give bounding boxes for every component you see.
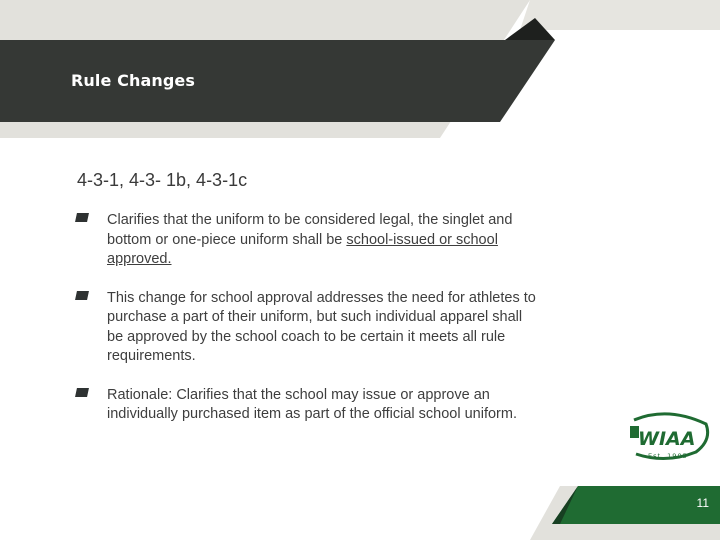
wiaa-logo [626,412,710,462]
list-item [76,386,536,425]
bullet-text: Clarifies that the uniform to be considered legal, the singlet and bottom or one-piece uniform shall be school-issued or school approved. [107,212,513,267]
bullet-marker-icon [75,213,89,222]
slide-title: Rule Changes [71,71,195,90]
svg-text:Est. 1905: Est. 1905 [648,452,688,460]
underlined-text: school-issued or school approved. [107,231,498,267]
top-right-gray-wedge [520,0,720,30]
list-item [76,211,536,270]
page-number: 11 [696,496,709,510]
svg-text:WIAA: WIAA [638,428,696,450]
bullet-text: This change for school approval addresses the need for athletes to purchase a part of their uniform, but such individual apparel shall be approved by the school coach to be certain it meets all rule requirements. [107,289,536,364]
footer-green-band [552,486,720,524]
bullet-text: Rationale: Clarifies that the school may issue or approve an individually purchased item as part of the official school uniform. [107,386,517,422]
slide-subtitle: 4-3-1, 4-3- 1b, 4-3-1c [77,170,248,190]
bullet-list [76,211,536,444]
bullet-marker-icon [75,291,89,300]
list-item [76,289,536,367]
bullet-marker-icon [75,388,89,397]
